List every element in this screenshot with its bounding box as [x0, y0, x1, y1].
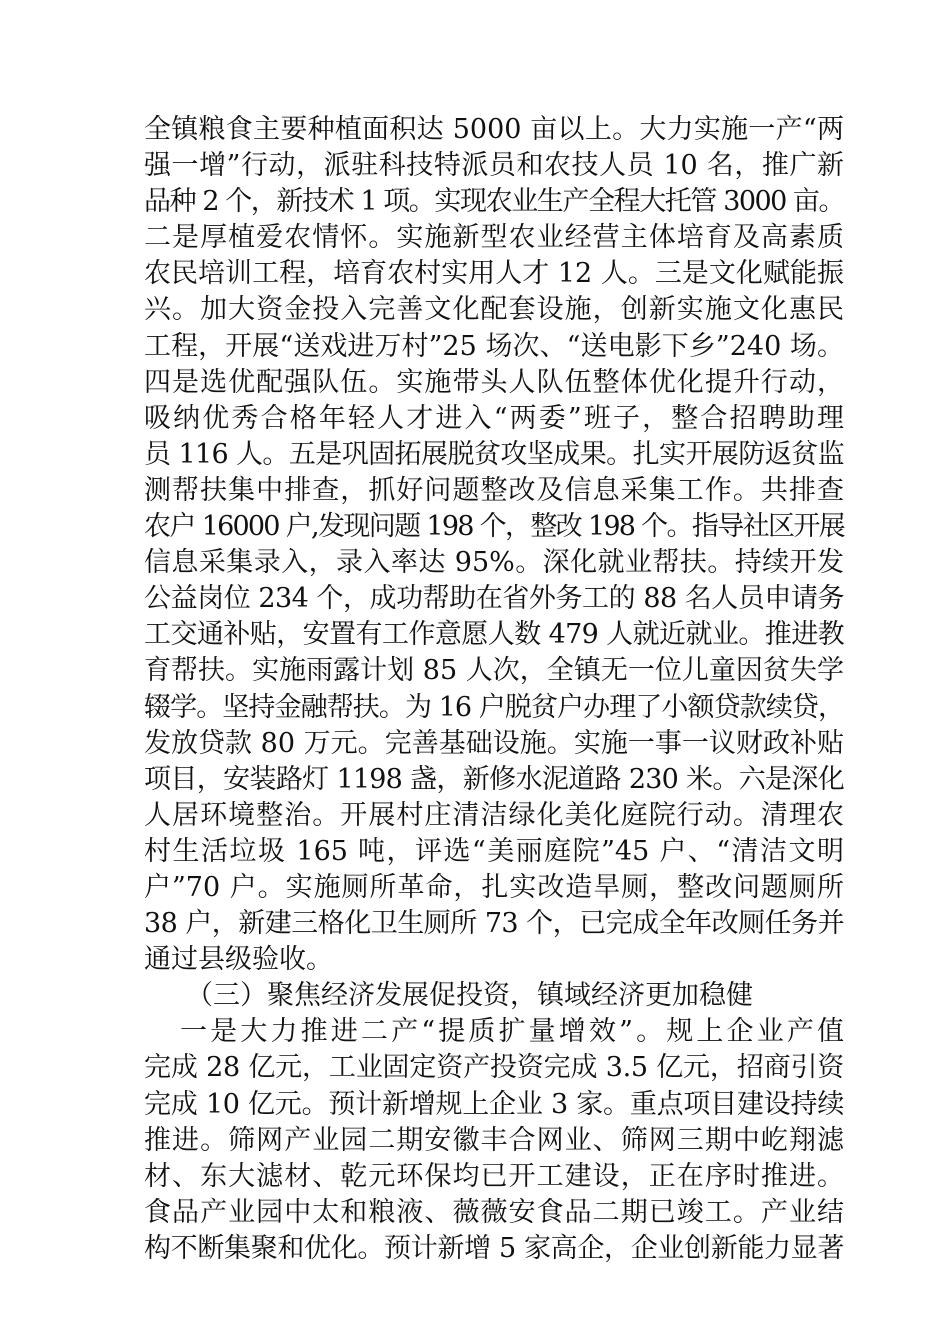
text-line: 一是大力推进二产“提质扩量增效”。规上企业产值 — [180, 1016, 844, 1048]
text-line: 完成 10 亿元。预计新增规上企业 3 家。重点项目建设持续 — [144, 1088, 844, 1120]
text-line: 项目，安装路灯 1198 盏，新修水泥道路 230 米。六是深化 — [144, 763, 844, 795]
text-line: 四是选优配强队伍。实施带头人队伍整体优化提升行动， — [144, 366, 844, 398]
text-line: 全镇粮食主要种植面积达 5000 亩以上。大力实施一产“两 — [144, 114, 844, 145]
text-line: 信息采集录入，录入率达 95%。深化就业帮扶。持续开发 — [144, 547, 844, 579]
text-line: 品种 2 个，新技术 1 项。实现农业生产全程大托管 3000 亩。 — [144, 186, 844, 218]
text-line: 测帮扶集中排查，抓好问题整改及信息采集工作。共排查 — [144, 474, 844, 506]
text-line: 辍学。坚持金融帮扶。为 16 户脱贫户办理了小额贷款续贷， — [144, 691, 844, 723]
text-line: 完成 28 亿元，工业固定资产投资完成 3.5 亿元，招商引资 — [144, 1052, 844, 1084]
text-line: 推进。筛网产业园二期安徽丰合网业、筛网三期中屹翔滤 — [144, 1124, 844, 1156]
text-line: 人居环境整治。开展村庄清洁绿化美化庭院行动。清理农 — [144, 799, 844, 831]
text-line: 农民培训工程，培育农村实用人才 12 人。三是文化赋能振 — [144, 258, 844, 290]
text-line: 发放贷款 80 万元。完善基础设施。实施一事一议财政补贴 — [144, 727, 844, 759]
section-heading: （三）聚焦经济发展促投资，镇域经济更加稳健 — [186, 980, 753, 1012]
text-line: 强一增”行动，派驻科技特派员和农技人员 10 名，推广新 — [144, 150, 844, 182]
text-line: 兴。加大资金投入完善文化配套设施，创新实施文化惠民 — [144, 294, 844, 326]
text-line: 户”70 户。实施厕所革命，扎实改造旱厕，整改问题厕所 — [144, 871, 844, 903]
text-line: 38 户，新建三格化卫生厕所 73 个，已完成全年改厕任务并 — [144, 908, 844, 940]
text-line: 吸纳优秀合格年轻人才进入“两委”班子，整合招聘助理 — [144, 402, 844, 434]
paragraph-economic-development — [144, 1014, 844, 1267]
text-line: 构不断集聚和优化。预计新增 5 家高企，企业创新能力显著 — [144, 1232, 844, 1264]
text-line: 农户 16000 户,发现问题 198 个，整改 198 个。指导社区开展 — [144, 511, 844, 543]
text-line: 工交通补贴，安置有工作意愿人数 479 人就近就业。推进教 — [144, 619, 844, 651]
text-line: 通过县级验收。 — [144, 944, 333, 976]
text-line: 工程，开展“送戏进万村”25 场次、“送电影下乡”240 场。 — [144, 330, 844, 362]
document-body — [144, 112, 844, 1267]
text-line: 二是厚植爱农情怀。实施新型农业经营主体培育及高素质 — [144, 222, 844, 254]
text-line: 员 116 人。五是巩固拓展脱贫攻坚成果。扎实开展防返贫监 — [144, 438, 844, 470]
text-line: 食品产业园中太和粮液、薇薇安食品二期已竣工。产业结 — [144, 1196, 844, 1228]
text-line: 材、东大滤材、乾元环保均已开工建设，正在序时推进。 — [144, 1160, 844, 1192]
text-line: 村生活垃圾 165 吨，评选“美丽庭院”45 户、“清洁文明 — [144, 835, 844, 867]
text-line: 育帮扶。实施雨露计划 85 人次，全镇无一位儿童因贫失学 — [144, 655, 844, 687]
text-line: 公益岗位 234 个，成功帮助在省外务工的 88 名人员申请务 — [144, 583, 844, 615]
paragraph-rural-revitalization — [144, 112, 844, 978]
